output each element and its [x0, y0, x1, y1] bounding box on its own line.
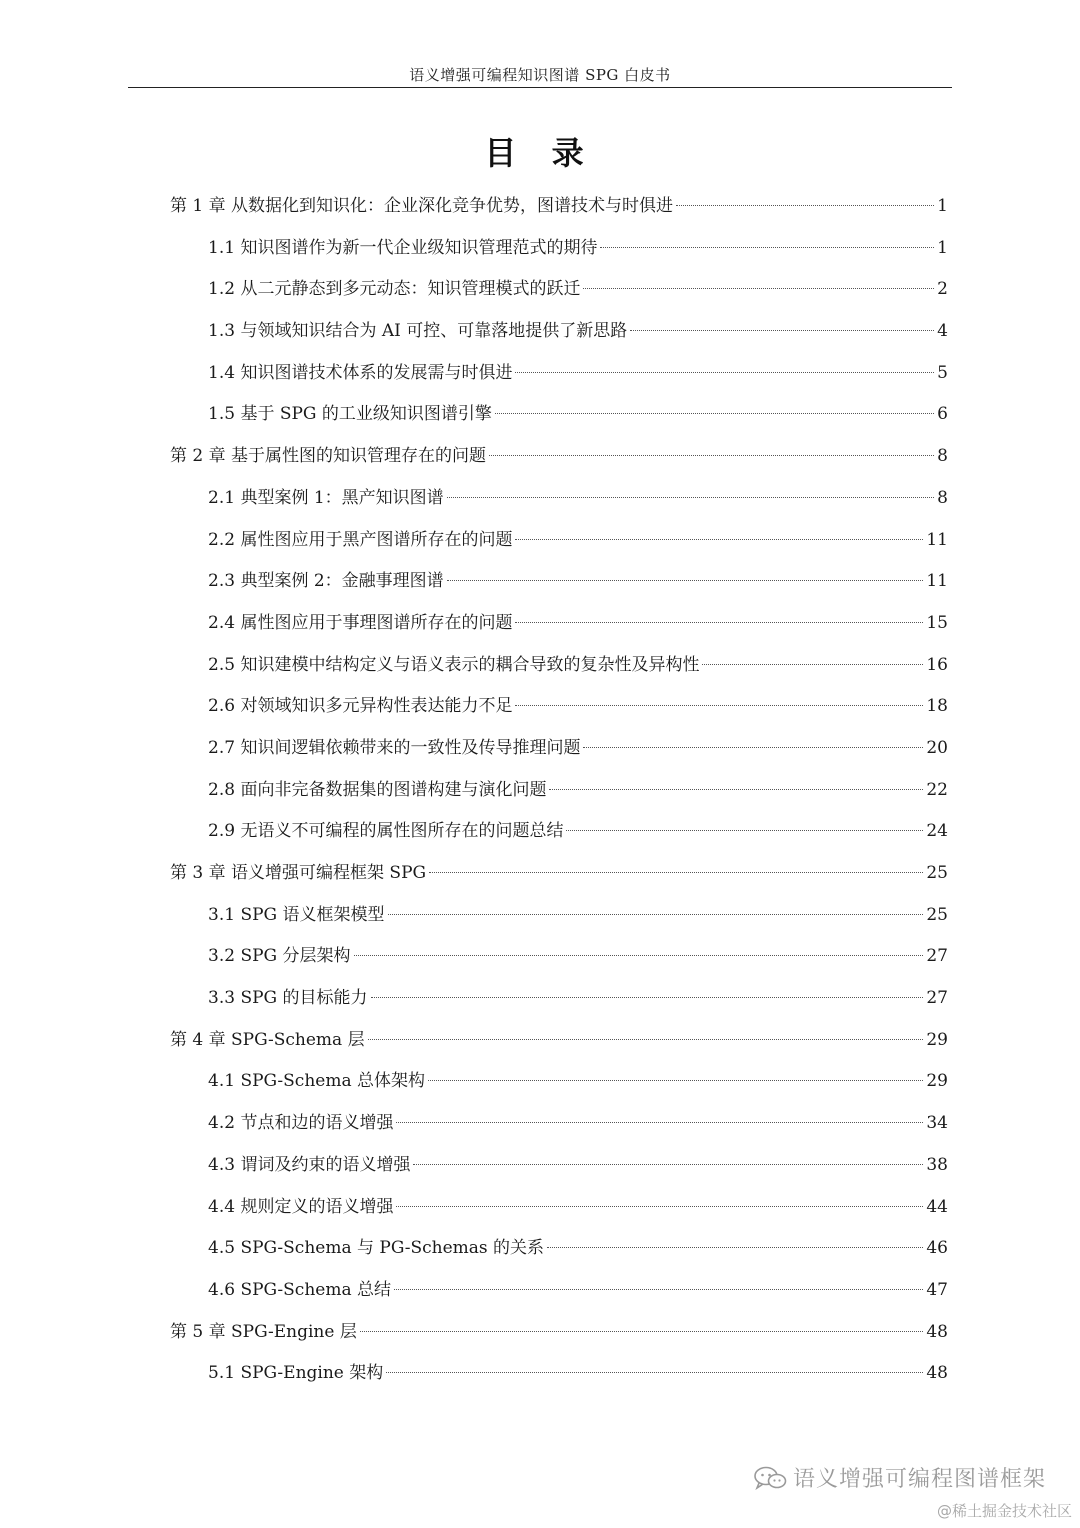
toc-entry-label: 4.5 SPG-Schema 与 PG-Schemas 的关系	[208, 1238, 545, 1259]
toc-leader-dots	[447, 497, 935, 498]
toc-leader-dots	[515, 372, 934, 373]
toc-entry-label: 第 2 章 基于属性图的知识管理存在的问题	[170, 446, 487, 467]
wechat-icon	[753, 1466, 787, 1490]
toc-page-number: 6	[937, 404, 948, 425]
toc-leader-dots	[396, 1122, 923, 1123]
toc-chapter-entry[interactable]	[170, 186, 948, 228]
header-divider	[128, 87, 952, 88]
toc-leader-dots	[515, 705, 923, 706]
toc-leader-dots	[702, 664, 923, 665]
toc-page-number: 15	[926, 612, 948, 633]
toc-section-entry[interactable]	[170, 394, 948, 436]
toc-entry-label: 第 5 章 SPG-Engine 层	[170, 1321, 357, 1342]
toc-entry-label: 第 4 章 SPG-Schema 层	[170, 1029, 365, 1050]
toc-leader-dots	[429, 872, 923, 873]
watermark-text: 语义增强可编程图谱框架	[792, 1467, 1046, 1492]
toc-leader-dots	[386, 1372, 923, 1373]
toc-section-entry[interactable]	[170, 520, 948, 562]
toc-page-number: 34	[926, 1113, 948, 1134]
toc-page-number: 48	[926, 1321, 948, 1342]
table-of-contents	[170, 186, 948, 1395]
toc-leader-dots	[489, 455, 934, 456]
toc-page-number: 16	[926, 654, 948, 675]
toc-section-entry[interactable]	[170, 603, 948, 645]
toc-entry-label: 2.4 属性图应用于事理图谱所存在的问题	[208, 612, 513, 633]
toc-page-number: 46	[926, 1238, 948, 1259]
toc-section-entry[interactable]	[170, 1103, 948, 1145]
toc-entry-label: 4.6 SPG-Schema 总结	[208, 1279, 391, 1300]
toc-leader-dots	[547, 1247, 923, 1248]
toc-leader-dots	[428, 1080, 923, 1081]
toc-entry-label: 5.1 SPG-Engine 架构	[208, 1363, 384, 1384]
toc-entry-label: 1.4 知识图谱技术体系的发展需与时俱进	[208, 362, 513, 383]
toc-section-entry[interactable]	[170, 353, 948, 395]
toc-entry-label: 2.2 属性图应用于黑产图谱所存在的问题	[208, 529, 513, 550]
toc-section-entry[interactable]	[170, 645, 948, 687]
toc-entry-label: 第 1 章 从数据化到知识化：企业深化竞争优势，图谱技术与时俱进	[170, 196, 674, 216]
toc-section-entry[interactable]	[170, 1353, 948, 1395]
toc-entry-label: 第 3 章 语义增强可编程框架 SPG	[170, 863, 427, 883]
site-watermark: @稀土掘金技术社区	[936, 1502, 1072, 1520]
toc-leader-dots	[515, 622, 923, 623]
toc-leader-dots	[495, 413, 934, 414]
toc-section-entry[interactable]	[170, 1061, 948, 1103]
toc-page-number: 29	[926, 1071, 948, 1092]
toc-entry-label: 2.1 典型案例 1：黑产知识图谱	[208, 487, 444, 508]
toc-leader-dots	[396, 1206, 923, 1207]
toc-page-number: 20	[926, 737, 948, 758]
toc-section-entry[interactable]	[170, 478, 948, 520]
toc-leader-dots	[676, 205, 934, 206]
toc-leader-dots	[566, 830, 923, 831]
toc-page-number: 1	[937, 237, 948, 258]
toc-page-number: 4	[937, 321, 948, 342]
toc-chapter-entry[interactable]	[170, 1312, 948, 1354]
toc-chapter-entry[interactable]	[170, 436, 948, 478]
toc-leader-dots	[447, 580, 924, 581]
toc-page-number: 27	[926, 946, 948, 967]
toc-leader-dots	[630, 330, 934, 331]
toc-page-number: 44	[926, 1196, 948, 1217]
toc-chapter-entry[interactable]	[170, 1020, 948, 1062]
toc-page-number: 48	[926, 1363, 948, 1384]
toc-section-entry[interactable]	[170, 1228, 948, 1270]
toc-entry-label: 4.3 谓词及约束的语义增强	[208, 1154, 411, 1175]
toc-leader-dots	[368, 1039, 924, 1040]
toc-leader-dots	[354, 955, 924, 956]
toc-page-number: 18	[926, 696, 948, 717]
toc-page-number: 25	[926, 863, 948, 883]
toc-leader-dots	[549, 789, 923, 790]
running-header: 语义增强可编程知识图谱 SPG 白皮书	[409, 66, 671, 84]
toc-section-entry[interactable]	[170, 895, 948, 937]
toc-leader-dots	[583, 288, 934, 289]
toc-entry-label: 1.5 基于 SPG 的工业级知识图谱引擎	[208, 404, 492, 425]
toc-leader-dots	[394, 1289, 923, 1290]
toc-entry-label: 4.2 节点和边的语义增强	[208, 1113, 394, 1134]
toc-section-entry[interactable]	[170, 269, 948, 311]
toc-entry-label: 3.2 SPG 分层架构	[208, 946, 351, 967]
toc-entry-label: 2.8 面向非完备数据集的图谱构建与演化问题	[208, 779, 547, 800]
toc-page-number: 38	[926, 1154, 948, 1175]
toc-entry-label: 4.1 SPG-Schema 总体架构	[208, 1071, 425, 1092]
toc-entry-label: 2.5 知识建模中结构定义与语义表示的耦合导致的复杂性及异构性	[208, 654, 700, 675]
toc-section-entry[interactable]	[170, 770, 948, 812]
toc-page-number: 25	[926, 904, 948, 925]
toc-page-number: 8	[937, 487, 948, 508]
toc-section-entry[interactable]	[170, 686, 948, 728]
toc-page-number: 29	[926, 1029, 948, 1050]
toc-entry-label: 2.3 典型案例 2：金融事理图谱	[208, 571, 444, 592]
toc-page-number: 5	[937, 362, 948, 383]
toc-leader-dots	[388, 914, 924, 915]
toc-leader-dots	[583, 747, 923, 748]
toc-leader-dots	[360, 1331, 924, 1332]
toc-page-number: 8	[937, 446, 948, 467]
toc-leader-dots	[413, 1164, 923, 1165]
toc-page-number: 24	[926, 821, 948, 842]
toc-entry-label: 4.4 规则定义的语义增强	[208, 1196, 394, 1217]
toc-page-number: 2	[937, 279, 948, 300]
toc-section-entry[interactable]	[170, 1270, 948, 1312]
toc-chapter-entry[interactable]	[170, 853, 948, 895]
toc-entry-label: 2.9 无语义不可编程的属性图所存在的问题总结	[208, 821, 564, 842]
toc-section-entry[interactable]	[170, 811, 948, 853]
toc-entry-label: 1.2 从二元静态到多元动态：知识管理模式的跃迁	[208, 279, 581, 300]
toc-leader-dots	[515, 539, 923, 540]
toc-page-number: 11	[926, 571, 948, 592]
toc-entry-label: 1.3 与领域知识结合为 AI 可控、可靠落地提供了新思路	[208, 321, 628, 342]
toc-page-number: 1	[937, 196, 948, 216]
toc-section-entry[interactable]	[170, 978, 948, 1020]
toc-heading: 目 录	[484, 134, 596, 172]
toc-entry-label: 1.1 知识图谱作为新一代企业级知识管理范式的期待	[208, 237, 598, 258]
toc-leader-dots	[371, 997, 924, 998]
toc-entry-label: 2.7 知识间逻辑依赖带来的一致性及传导推理问题	[208, 737, 581, 758]
toc-page-number: 47	[926, 1279, 948, 1300]
wechat-watermark	[753, 1462, 1046, 1493]
toc-entry-label: 2.6 对领域知识多元异构性表达能力不足	[208, 696, 513, 717]
toc-page-number: 22	[926, 779, 948, 800]
toc-section-entry[interactable]	[170, 1145, 948, 1187]
toc-section-entry[interactable]	[170, 1187, 948, 1229]
toc-section-entry[interactable]	[170, 936, 948, 978]
toc-page-number: 27	[926, 988, 948, 1009]
toc-entry-label: 3.1 SPG 语义框架模型	[208, 904, 385, 925]
toc-leader-dots	[600, 247, 934, 248]
toc-section-entry[interactable]	[170, 228, 948, 270]
toc-entry-label: 3.3 SPG 的目标能力	[208, 988, 368, 1009]
toc-section-entry[interactable]	[170, 311, 948, 353]
toc-section-entry[interactable]	[170, 561, 948, 603]
toc-page-number: 11	[926, 529, 948, 550]
toc-section-entry[interactable]	[170, 728, 948, 770]
